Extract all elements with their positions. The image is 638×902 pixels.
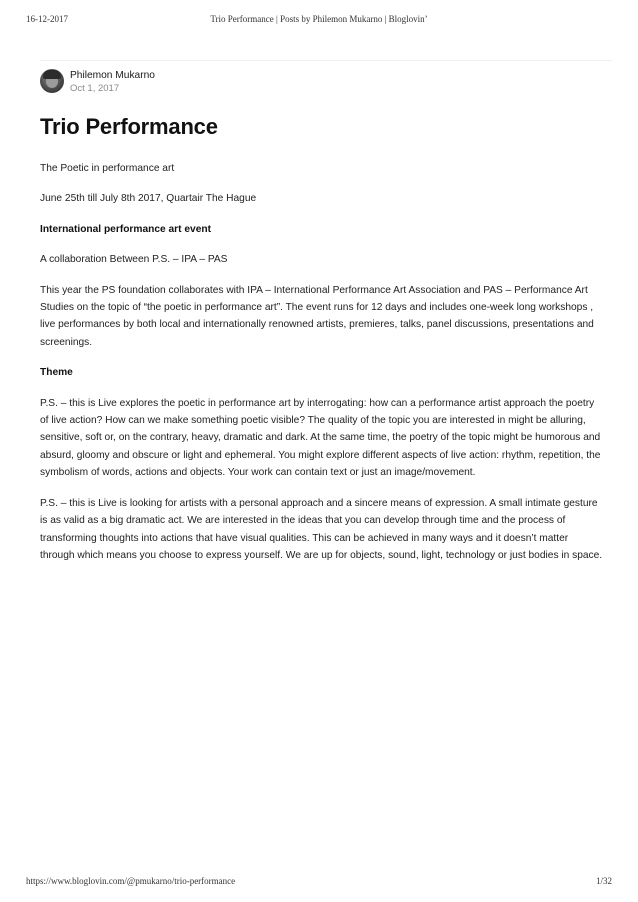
article-body [40, 112, 605, 577]
print-url: https://www.bloglovin.com/@pmukarno/trio-performance [26, 876, 236, 886]
section-heading-theme: Theme [40, 367, 73, 379]
event-dates: June 25th till July 8th 2017, Quartair The Hague [40, 193, 257, 205]
print-header [26, 14, 612, 28]
author-name-link[interactable]: Philemon Mukarno [70, 70, 155, 81]
section-heading-event: International performance art event [40, 223, 211, 235]
print-page-number: 1/32 [595, 876, 612, 886]
intro-paragraph: This year the PS foundation collaborates with IPA – International Performance Art Association and PAS – Performance Art Studies on the topic of “the poetic in performance art”. The event runs for 12 days and includes one-week long workshops , live performances by both local and internationally renowned artists, premieres, talks, panel discussions, presentations and screenings. [40, 284, 594, 348]
article-title: Trio Performance [40, 114, 218, 139]
theme-paragraph: P.S. – this is Live explores the poetic in performance art by interrogating: how can a performance artist approach the poetry of live action? How can we make something poetic visible? The quality of the topic you are interested in might be alluring, sensitive, soft or, on the contrary, heavy, dramatic and dark. At the same time, the poetry of the topic might be humorous and absurd, gloomy and obscure or light and ephemeral. You might explore different aspects of live action: rhythm, repetition, the symbolism of words, actions and objects. Your work can contain text or just an image/movement. [40, 397, 601, 479]
print-date: 16-12-2017 [26, 14, 68, 24]
article-subtitle: The Poetic in performance art [40, 163, 175, 174]
avatar-hair-shape [43, 70, 61, 79]
author-avatar[interactable] [40, 69, 64, 93]
collaboration-line: A collaboration Between P.S. – IPA – PAS [40, 254, 228, 266]
header-divider [40, 60, 612, 61]
print-footer [26, 876, 612, 890]
print-page-title: Trio Performance | Posts by Philemon Mukarno | Bloglovin’ [210, 14, 428, 24]
call-paragraph: P.S. – this is Live is looking for artists with a personal approach and a sincere means of expression. A small intimate gesture is as valid as a big dramatic act. We are interested in the ideas that you can develop through time and the process of transforming thoughts into actions that have visual qualities. This can be achieved in many ways and it doesn’t matter through which means you choose to express yourself. We are up for objects, sound, light, technology or just bodies in space. [40, 497, 603, 561]
post-date: Oct 1, 2017 [70, 83, 120, 94]
